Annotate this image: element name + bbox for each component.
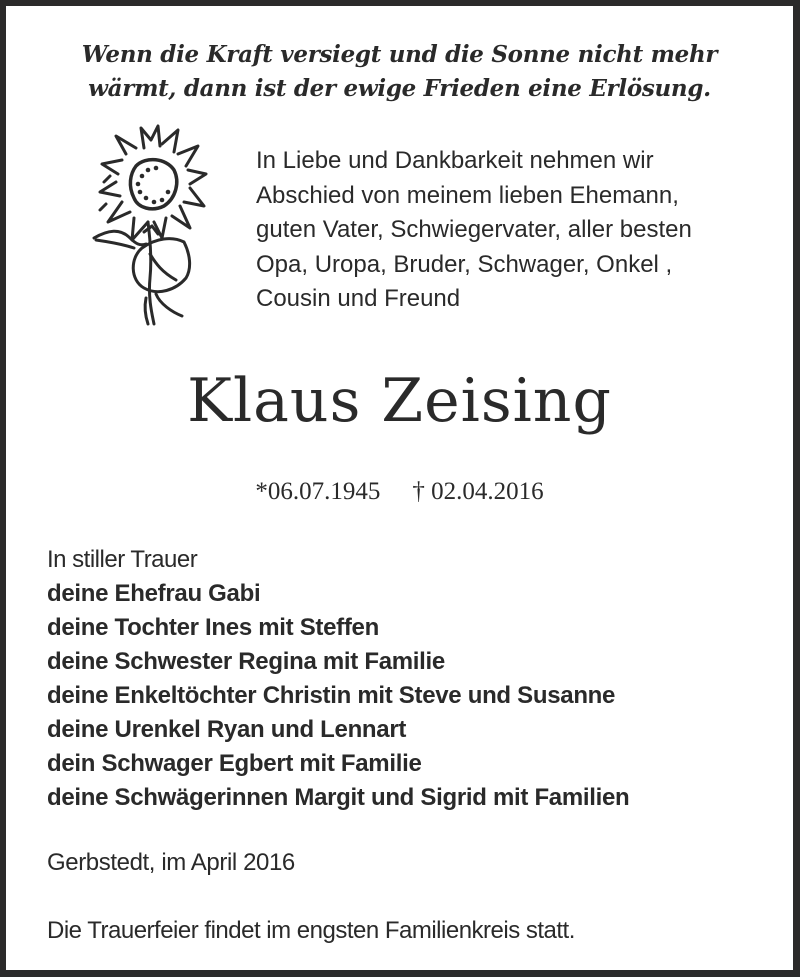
mourner-entry: deine Urenkel Ryan und Lennart xyxy=(47,716,407,743)
mourner-entry: deine Ehefrau Gabi xyxy=(47,580,261,607)
sunflower-icon xyxy=(86,118,216,328)
life-dates xyxy=(6,476,793,508)
intro-line: Abschied von meinem lieben Ehemann, xyxy=(256,181,679,209)
intro-text xyxy=(256,144,776,317)
mourner-entry: deine Schwester Regina mit Familie xyxy=(47,648,445,675)
place-and-date: Gerbstedt, im April 2016 xyxy=(47,849,295,876)
mourner-entry: deine Schwägerinnen Margit und Sigrid mit Familien xyxy=(47,784,630,811)
funeral-service-note: Die Trauerfeier findet im engsten Familienkreis statt. xyxy=(47,917,575,944)
birth-date: *06.07.1945 xyxy=(255,478,381,505)
intro-line: Opa, Uropa, Bruder, Schwager, Onkel , xyxy=(256,250,673,278)
intro-line: Cousin und Freund xyxy=(256,285,461,312)
mourners-section xyxy=(47,543,767,815)
deceased-name: Klaus Zeising xyxy=(187,366,612,436)
mourner-entry: deine Enkeltöchter Christin mit Steve und Susanne xyxy=(47,682,616,709)
intro-line: In Liebe und Dankbarkeit nehmen wir xyxy=(256,147,654,174)
intro-line: guten Vater, Schwiegervater, aller besten xyxy=(256,216,692,243)
motto-quote xyxy=(6,38,793,106)
mourner-entry: dein Schwager Egbert mit Familie xyxy=(47,750,422,777)
motto-line-2: wärmt, dann ist der ewige Frieden eine Erlösung. xyxy=(88,75,711,102)
death-date: † 02.04.2016 xyxy=(412,478,544,505)
mourning-heading: In stiller Trauer xyxy=(47,546,198,573)
obituary-notice xyxy=(6,6,793,970)
mourner-entry: deine Tochter Ines mit Steffen xyxy=(47,614,379,641)
motto-line-1: Wenn die Kraft versiegt und die Sonne nicht mehr xyxy=(81,41,718,68)
